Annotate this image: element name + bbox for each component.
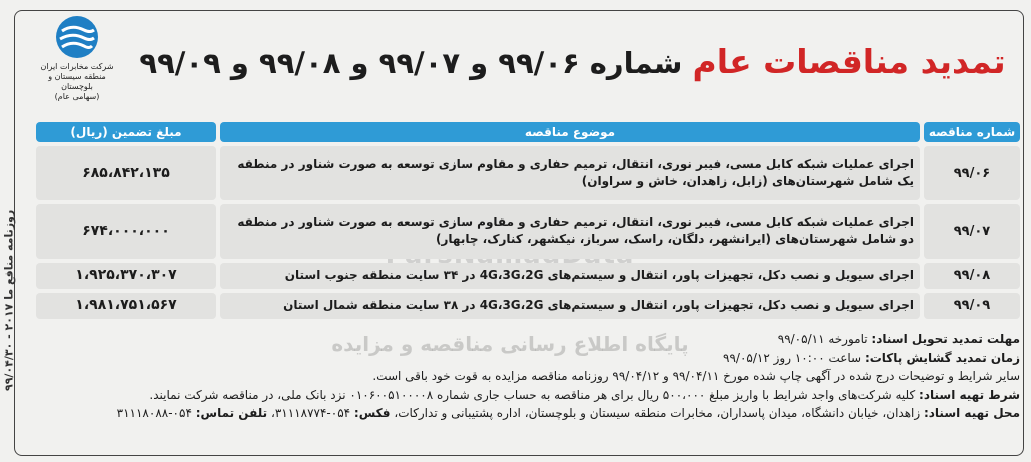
title-main: تمدید مناقصات عام [692,42,1006,81]
cell-number: ۹۹/۰۶ [924,146,1020,200]
conditions-line [30,386,1020,405]
conditions-value: کلیه شرکت‌های واجد شرایط با واریز مبلغ ۵۰۰،۰۰۰ ریال برای هر مناقصه به حساب جاری شماره ۰۱۰۶۰۰۵۱۰۰۰۰۸ نزد بانک ملی، در مناقصه شرکت نمایند. [149,387,920,402]
note-line: سایر شرایط و توضیحات درج شده در آگهی چاپ شده مورخ ۹۹/۰۴/۱۱ و ۹۹/۰۴/۱۲ روزنامه مناقصه مزایده به قوت خود باقی است. [372,369,1020,383]
fax-label: فکس: [353,406,391,420]
table-row [36,263,1020,289]
location-label: محل تهیه اسناد: [923,406,1020,420]
deadline-line [30,330,1020,349]
cell-subject: اجرای عملیات شبکه کابل مسی، فیبر نوری، انتقال، ترمیم حفاری و مقاوم سازی توسعه به صورت شناور در منطقه دو شامل شهرستان‌های (ایرانشهر، دلگان، راسک، سرباز، نیکشهر، کنارک، چابهار) [220,204,920,258]
cell-subject: اجرای سیویل و نصب دکل، تجهیزات پاور، انتقال و سیستم‌های 4G،3G،2G در ۳۸ سایت منطقه شمال استان [220,293,920,319]
page-title [130,42,1015,94]
cell-amount: ۶۷۴،۰۰۰،۰۰۰ [36,204,216,258]
location-line [30,404,1020,423]
header-amount: مبلغ تضمین (ریال) [36,122,216,142]
opening-line [30,349,1020,368]
location-value: زاهدان، خیابان دانشگاه، میدان پاسداران، مخابرات منطقه سیستان و بلوچستان، اداره پشتیبانی و تدارکات، [390,406,924,420]
tender-table [32,118,1024,323]
cell-subject: اجرای عملیات شبکه کابل مسی، فیبر نوری، انتقال، ترمیم حفاری و مقاوم سازی توسعه به صورت شناور در منطقه یک شامل شهرستان‌های (زابل، زاهدان، خاش و سراوان) [220,146,920,200]
cell-subject: اجرای سیویل و نصب دکل، تجهیزات پاور، انتقال و سیستم‌های 4G،3G،2G در ۳۴ سایت منطقه جنوب استان [220,263,920,289]
table-row [36,293,1020,319]
logo-line-3: (سهامی عام) [54,92,100,101]
title-numbers: شماره ۹۹/۰۶ و ۹۹/۰۷ و ۹۹/۰۸ و ۹۹/۰۹ [139,46,693,80]
table-row [36,204,1020,258]
side-date-stamp: ۹۹/۰۴/۳۰ - ۲۰۱۷ روزنامه منافع ما [2,209,16,391]
header-subject: موضوع مناقصه [220,122,920,142]
logo-line-2: منطقه سیستان و بلوچستان [48,72,106,91]
cell-amount: ۱،۹۸۱،۷۵۱،۵۶۷ [36,293,216,319]
phone-label: تلفن تماس: [195,406,268,420]
deadline-label: مهلت تمدید تحویل اسناد: [871,332,1020,346]
conditions-label: شرط تهیه اسناد: [919,387,1020,402]
telecom-logo-icon [54,14,100,60]
logo-line-1: شرکت مخابرات ایران [40,62,114,71]
company-logo [38,14,116,112]
table-row [36,146,1020,200]
cell-number: ۹۹/۰۸ [924,263,1020,289]
cell-amount: ۶۸۵،۸۴۲،۱۳۵ [36,146,216,200]
info-section [30,330,1020,423]
cell-amount: ۱،۹۲۵،۳۷۰،۳۰۷ [36,263,216,289]
opening-label: زمان تمدید گشایش پاکات: [864,350,1020,365]
fax-value: ۰۵۴-۳۱۱۱۸۷۷۴، [267,406,354,420]
phone-value: ۰۵۴-۳۱۱۱۸۰۸۸ [116,406,196,420]
header-number: شماره مناقصه [924,122,1020,142]
deadline-value: تامورخه ۹۹/۰۵/۱۱ [777,332,872,346]
cell-number: ۹۹/۰۹ [924,293,1020,319]
opening-value: ساعت ۱۰:۰۰ روز ۹۹/۰۵/۱۲ [723,350,865,365]
table-header-row [36,122,1020,142]
cell-number: ۹۹/۰۷ [924,204,1020,258]
logo-company-name [38,62,116,102]
watermark-persian: پایگاه اطلاع رسانی مناقصه و مزایده [331,332,689,356]
